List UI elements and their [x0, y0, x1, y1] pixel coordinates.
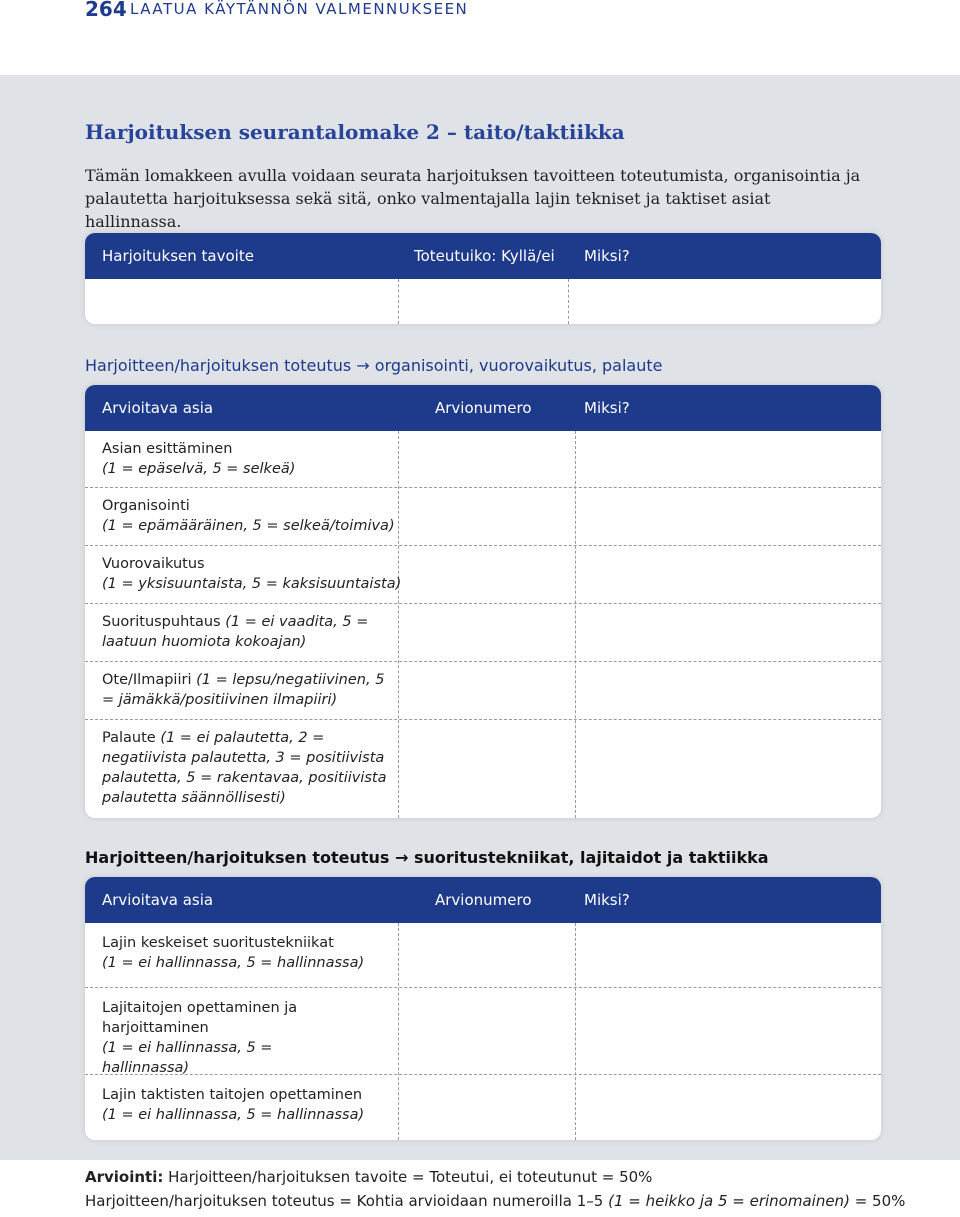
row-label: Ote/Ilmapiiri: [102, 672, 192, 688]
row-scale: (1 = ei palautetta, 2 = negatiivista palautetta, 3 = positiivista palautetta, 5 = rakentavaa, positiivista palautetta säännöllisesti): [102, 730, 387, 806]
assessment-weight-text: = 50%: [854, 1192, 906, 1210]
row-scale: (1 = ei hallinnassa, 5 = hallinnassa): [102, 1040, 273, 1076]
col-rating: Arvionumero: [435, 891, 532, 909]
assessment-label: Arviointi:: [85, 1168, 164, 1186]
col-goal: Harjoituksen tavoite: [102, 247, 254, 265]
assessment-scale-text: (1 = heikko ja 5 = erinomainen): [608, 1192, 850, 1210]
row-scale: (1 = epäselvä, 5 = selkeä): [102, 461, 296, 477]
goal-table-header: [85, 233, 881, 279]
table-row[interactable]: [85, 488, 881, 546]
table-row[interactable]: [85, 720, 881, 818]
table-row[interactable]: [85, 604, 881, 662]
col-why: Miksi?: [584, 399, 630, 417]
section-heading-techniques: Harjoitteen/harjoituksen toteutus → suoritustekniikat, lajitaidot ja taktiikka: [85, 848, 769, 867]
table-row[interactable]: [85, 431, 881, 488]
assessment-execution-text: Harjoitteen/harjoituksen toteutus = Kohtia arvioidaan numeroilla 1–5: [85, 1192, 604, 1210]
running-title: LAATUA KÄYTÄNNÖN VALMENNUKSEEN: [130, 0, 469, 18]
col-why: Miksi?: [584, 247, 630, 265]
running-header: [0, 0, 960, 75]
goal-input-row[interactable]: [85, 279, 881, 324]
row-label: Lajin taktisten taitojen opettaminen: [102, 1087, 363, 1103]
row-label: Palaute: [102, 730, 156, 746]
assessment-note: [85, 1168, 652, 1186]
col-assessed: Arvioitava asia: [102, 891, 214, 909]
organisation-table-header: [85, 385, 881, 431]
row-label: Suorituspuhtaus: [102, 614, 221, 630]
assessment-note-2: [85, 1192, 905, 1210]
row-scale: (1 = ei hallinnassa, 5 = hallinnassa): [102, 955, 365, 971]
page-number: 264: [85, 0, 127, 21]
techniques-table: [85, 877, 881, 1140]
table-row[interactable]: [85, 988, 881, 1075]
row-label: Lajin keskeiset suoritustekniikat: [102, 935, 334, 951]
form-title: Harjoituksen seurantalomake 2 – taito/taktiikka: [85, 120, 625, 144]
row-scale: (1 = ei hallinnassa, 5 = hallinnassa): [102, 1107, 365, 1123]
goal-table: [85, 233, 881, 324]
row-label: Organisointi: [102, 498, 190, 514]
col-achieved: Toteutuiko: Kyllä/ei: [414, 247, 555, 265]
table-row[interactable]: [85, 923, 881, 988]
row-label: Lajitaitojen opettaminen ja harjoittaminen: [102, 1000, 298, 1036]
section-heading-organisation: Harjoitteen/harjoituksen toteutus → organisointi, vuorovaikutus, palaute: [85, 356, 663, 375]
col-rating: Arvionumero: [435, 399, 532, 417]
form-intro: Tämän lomakkeen avulla voidaan seurata harjoituksen tavoitteen toteutumista, organisointia ja palautetta harjoituksessa sekä sitä, onko valmentajalla lajin tekniset ja taktiset asiat hallinnassa.: [85, 166, 861, 231]
assessment-goal-text: Harjoitteen/harjoituksen tavoite = Toteutui, ei toteutunut = 50%: [168, 1168, 653, 1186]
row-scale: (1 = lepsu/negatiivinen, 5 = jämäkkä/positiivinen ilmapiiri): [102, 672, 385, 708]
row-scale: (1 = yksisuuntaista, 5 = kaksisuuntaista): [102, 576, 402, 592]
techniques-table-header: [85, 877, 881, 923]
row-scale: (1 = ei vaadita, 5 = laatuun huomiota kokoajan): [102, 614, 369, 650]
row-label: Vuorovaikutus: [102, 556, 205, 572]
table-row[interactable]: [85, 546, 881, 604]
table-row[interactable]: [85, 662, 881, 720]
organisation-table: [85, 385, 881, 818]
row-label: Asian esittäminen: [102, 441, 233, 457]
col-assessed: Arvioitava asia: [102, 399, 214, 417]
table-row[interactable]: [85, 1075, 881, 1140]
col-why: Miksi?: [584, 891, 630, 909]
row-scale: (1 = epämääräinen, 5 = selkeä/toimiva): [102, 518, 395, 534]
